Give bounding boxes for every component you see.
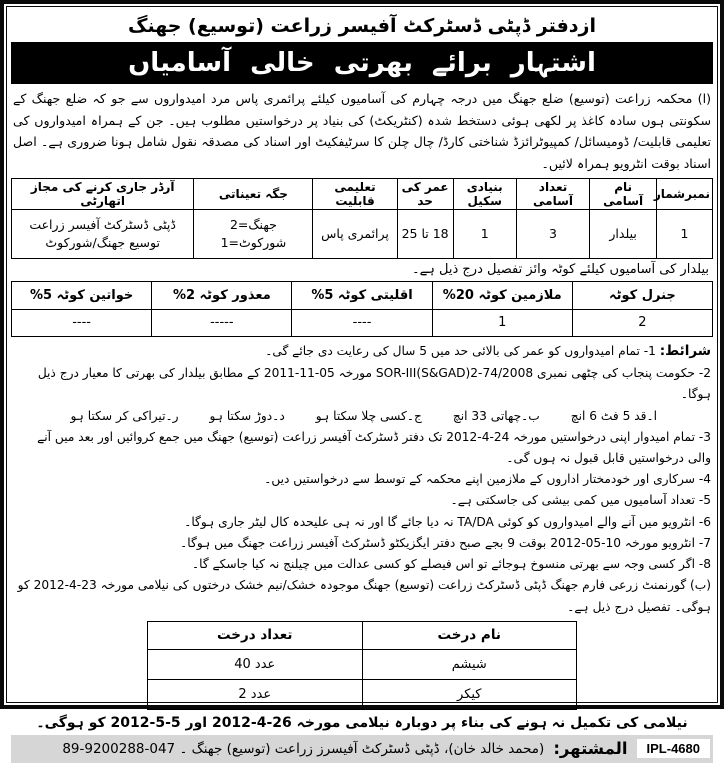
- col-authority: آرڈر جاری کرنے کی مجاز اتھارٹی: [12, 178, 194, 209]
- publisher-contact: (محمد خالد خان)، ڈپٹی ڈسٹرکٹ آفیسرز زراعت (توسیع) جھنگ ۔ 047-9200288-89: [62, 741, 544, 757]
- publisher-label: المشتھر:: [553, 739, 627, 758]
- condition-2: 2- حکومت پنجاب کی چٹھی نمبری ‎SOR-III(S&GAD)2-74/2008‎ مورخہ 05-11-2011 کے مطابق بیلدار کی بھرتی کا معیار درج ذیل ہوگا۔: [13, 363, 711, 405]
- tree-row-shisham: [148, 649, 577, 679]
- tree-auction-table: [147, 621, 577, 710]
- cell-post-count: 3: [516, 209, 590, 258]
- reauction-notice: نیلامی کی تکمیل نہ ہونے کی بناء پر دوبارہ نیلامی مورخہ 26-4-2012 اور 5-5-2012 کو ہوگی۔: [11, 715, 713, 731]
- condition-1-text: 1- تمام امیدواروں کو عمر کی بالائی حد میں 5 سال کی رعایت دی جائے گی۔: [265, 344, 656, 358]
- col-minority-quota: اقلیتی کوٹہ 5%: [292, 281, 432, 309]
- post-table-header-row: [12, 178, 713, 209]
- cell-education: پرائمری پاس: [313, 209, 397, 258]
- quota-values-row: [12, 309, 713, 336]
- col-disabled-quota: معذور کوٹہ 2%: [152, 281, 292, 309]
- ipl-reference-badge: IPL-4680: [637, 739, 710, 758]
- condition-6: 6- انٹرویو میں آنے والے امیدواروں کو کوئی TA/DA نہ دیا جائے گا اور نہ ہی علیحدہ کال لیٹر جاری ہوگا۔: [13, 512, 711, 533]
- conditions-label: شرائط:: [660, 343, 711, 359]
- quota-table: [11, 281, 713, 337]
- col-post-count: تعداد آسامی: [516, 178, 590, 209]
- quota-note: بیلدار کی آسامیوں کیلئے کوٹہ وائز تفصیل درج ذیل ہے۔: [15, 262, 709, 277]
- cell-post-name: بیلدار: [590, 209, 657, 258]
- office-header: ازدفتر ڈپٹی ڈسٹرکٹ آفیسر زراعت (توسیع) جھنگ: [11, 9, 713, 42]
- condition-3: 3- تمام امیدوار اپنی درخواستیں مورخہ 24-4-2012 تک دفتر ڈسٹرکٹ آفیسر زراعت (توسیع) جھنگ میں جمع کروائیں اور بعد میں آنے والی درخواستیں قابل قبول نہ ہوں گی۔: [13, 427, 711, 469]
- cell-employees-quota: 1: [432, 309, 572, 336]
- conditions-section: [13, 340, 711, 618]
- section-b-auction-notice: (ب) گورنمنٹ زرعی فارم جھنگ ڈپٹی ڈسٹرکٹ زراعت (توسیع) جھنگ موجودہ خشک/نیم خشک درختوں کی نیلامی مورخہ 23-4-2012 کو ہوگی۔ تفصیل درج ذیل ہے۔: [13, 575, 711, 617]
- cell-disabled-quota: -----: [152, 309, 292, 336]
- cell-general-quota: 2: [572, 309, 712, 336]
- cell-basic-scale: 1: [453, 209, 516, 258]
- condition-2-criteria: ا۔قد 5 فٹ 6 انچ ب۔چھاتی 33 انچ ج۔کسی چلا سکتا ہو د۔دوڑ سکتا ہو ر۔تیراکی کر سکتا ہو: [13, 406, 711, 427]
- col-age-limit: عمر کی حد: [397, 178, 453, 209]
- footer-bar: [11, 735, 713, 763]
- cell-tree-count-kikar: 2 عدد: [148, 679, 363, 709]
- tree-row-kikar: [148, 679, 577, 709]
- col-general-quota: جنرل کوٹہ: [572, 281, 712, 309]
- ad-body: [6, 6, 718, 703]
- cell-tree-name-kikar: کیکر: [362, 679, 577, 709]
- cell-women-quota: ----: [12, 309, 152, 336]
- cell-age-limit: 18 تا 25: [397, 209, 453, 258]
- col-posting-place: جگہ تعیناتی: [194, 178, 313, 209]
- title-text: اشتہار برائے بھرتی خالی آسامیاں: [128, 48, 596, 78]
- cell-posting-place: جھنگ=2 شورکوٹ=1: [194, 209, 313, 258]
- col-serial: نمبرشمار: [656, 178, 712, 209]
- title-banner: [11, 42, 713, 84]
- cell-authority: ڈپٹی ڈسٹرکٹ آفیسر زراعت توسیع جھنگ/شورکوٹ: [12, 209, 194, 258]
- condition-5: 5- تعداد آسامیوں میں کمی بیشی کی جاسکتی ہے۔: [13, 490, 711, 511]
- cell-tree-name-shisham: شیشم: [362, 649, 577, 679]
- post-table-row: [12, 209, 713, 258]
- intro-paragraph: (ا) محکمہ زراعت (توسیع) ضلع جھنگ میں درجہ چہارم کی آسامیوں کیلئے پرائمری پاس مرد امیدواروں سے جو کہ ضلع جھنگ کے سکونتی ہوں سادہ کاغذ پر لکھی ہوئی دستخط شدہ (کنٹریکٹ) کی بنیاد پر درخواستیں مطلوب ہیں۔ جن کے ہمراہ امیدواروں کی تعلیمی قابلیت/ ڈومیسائل/ کمپیوٹرائزڈ شناختی کارڈ/ چال چلن کا سرٹیفکیٹ اور اسناد کی مصدقہ نقول شامل ہونا ضروری ہے۔ اصل اسناد بوقت انٹرویو ہمراہ لائیں۔: [13, 88, 711, 175]
- condition-7: 7- انٹرویو مورخہ 10-05-2012 بوقت 9 بجے صبح دفتر ایگزیکٹو ڈسٹرکٹ آفیسر زراعت جھنگ میں ہوگا۔: [13, 533, 711, 554]
- condition-8: 8- اگر کسی وجہ سے بھرتی منسوخ ہوجائے تو اس فیصلے کو کسی عدالت میں چیلنج نہ کیا جاسکے گا۔: [13, 554, 711, 575]
- condition-4: 4- سرکاری اور خودمختار اداروں کے ملازمین اپنے محکمہ کے توسط سے درخواستیں دیں۔: [13, 469, 711, 490]
- cell-minority-quota: ----: [292, 309, 432, 336]
- col-women-quota: خواتین کوٹہ 5%: [12, 281, 152, 309]
- col-employees-quota: ملازمین کوٹہ 20%: [432, 281, 572, 309]
- col-tree-name: نام درخت: [362, 621, 577, 649]
- cell-tree-count-shisham: 40 عدد: [148, 649, 363, 679]
- post-table: [11, 178, 713, 259]
- cell-serial: 1: [656, 209, 712, 258]
- quota-header-row: [12, 281, 713, 309]
- tree-table-header-row: [148, 621, 577, 649]
- col-education: تعلیمی قابلیت: [313, 178, 397, 209]
- col-basic-scale: بنیادی سکیل: [453, 178, 516, 209]
- col-post-name: نام آسامی: [590, 178, 657, 209]
- condition-1: [13, 340, 711, 363]
- col-tree-count: تعداد درخت: [148, 621, 363, 649]
